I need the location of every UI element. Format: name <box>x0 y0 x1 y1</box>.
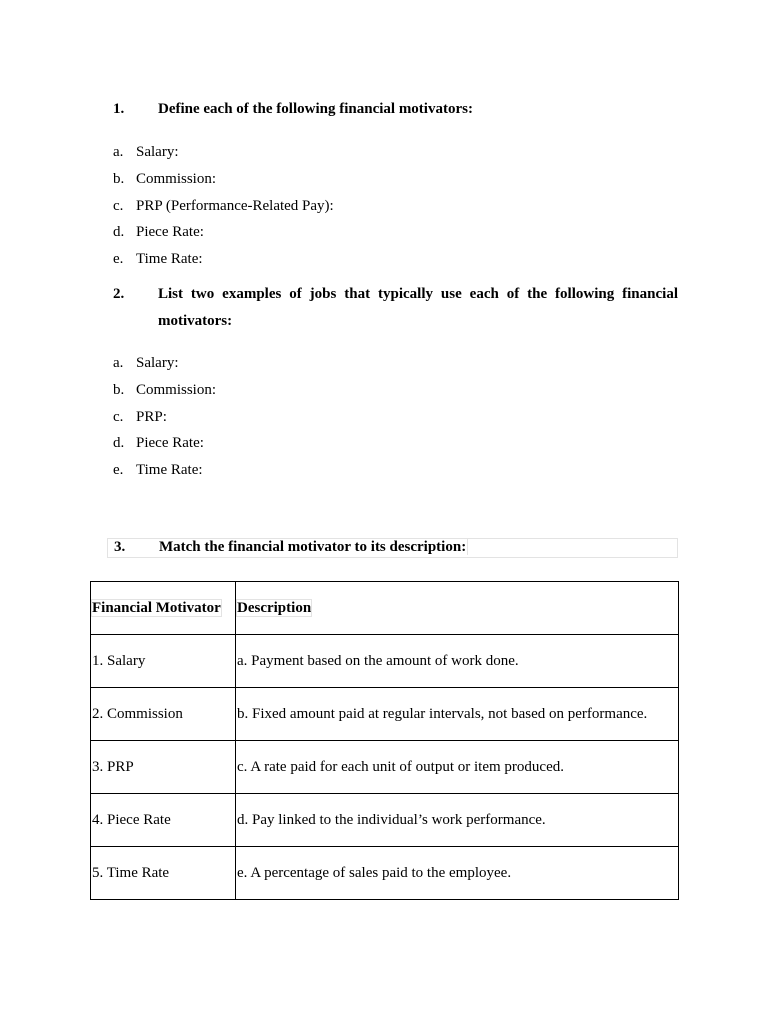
list-item <box>113 430 216 457</box>
list-item <box>113 457 216 484</box>
table-header-financial-motivator: Financial Motivator <box>91 582 236 635</box>
question-2-number: 2. <box>113 286 125 302</box>
list-item <box>113 139 334 166</box>
question-2-heading <box>113 281 678 335</box>
list-item-letter: b. <box>113 170 125 187</box>
list-item-text: Salary: <box>136 355 179 371</box>
list-item-text: Commission: <box>136 381 217 398</box>
list-item-letter: d. <box>113 435 125 452</box>
table-cell-motivator: 1. Salary <box>91 635 236 688</box>
list-item-letter: c. <box>113 197 124 214</box>
list-item <box>113 166 334 193</box>
list-item <box>113 404 216 431</box>
question-1-list <box>113 139 334 273</box>
list-item-text: Time Rate: <box>136 462 203 479</box>
table-header-row <box>91 582 679 635</box>
list-item-letter: a. <box>113 144 124 160</box>
table-row <box>91 635 679 688</box>
question-1-heading <box>113 96 678 123</box>
question-1-number: 1. <box>113 101 125 117</box>
table-row <box>91 741 679 794</box>
matching-table <box>90 581 679 900</box>
list-item-letter: c. <box>113 408 124 425</box>
list-item-letter: e. <box>113 462 124 479</box>
question-3-number: 3. <box>114 539 126 555</box>
table-cell-description: e. A percentage of sales paid to the employee. <box>236 847 679 900</box>
list-item-text: PRP (Performance-Related Pay): <box>136 197 334 214</box>
list-item <box>113 350 216 377</box>
list-item-text: Commission: <box>136 170 217 187</box>
list-item-letter: b. <box>113 381 125 398</box>
list-item <box>113 377 216 404</box>
question-2-text: List two examples of jobs that typically use each of the following financial motivators: <box>158 286 678 329</box>
list-item-text: Piece Rate: <box>136 435 204 452</box>
list-item <box>113 246 334 273</box>
table-cell-description: d. Pay linked to the individual’s work performance. <box>236 794 679 847</box>
table-cell-description: a. Payment based on the amount of work done. <box>236 635 679 688</box>
list-item-text: Piece Rate: <box>136 224 204 241</box>
list-item-text: Salary: <box>136 144 179 160</box>
question-3-text: Match the financial motivator to its description: <box>159 539 467 555</box>
list-item-letter: a. <box>113 355 124 371</box>
table-cell-description: b. Fixed amount paid at regular intervals, not based on performance. <box>236 688 679 741</box>
table-row <box>91 794 679 847</box>
table-cell-motivator: 2. Commission <box>91 688 236 741</box>
list-item-text: Time Rate: <box>136 251 203 268</box>
question-1-text: Define each of the following financial motivators: <box>158 101 473 117</box>
list-item <box>113 219 334 246</box>
list-item-letter: e. <box>113 251 124 268</box>
question-3-heading <box>107 538 678 558</box>
table-cell-motivator: 3. PRP <box>91 741 236 794</box>
table-cell-description: c. A rate paid for each unit of output or item produced. <box>236 741 679 794</box>
table-cell-motivator: 4. Piece Rate <box>91 794 236 847</box>
table-header-description: Description <box>236 582 679 635</box>
table-row <box>91 688 679 741</box>
question-2-list <box>113 350 216 484</box>
table-cell-motivator: 5. Time Rate <box>91 847 236 900</box>
table-row <box>91 847 679 900</box>
list-item-text: PRP: <box>136 408 167 425</box>
list-item <box>113 193 334 220</box>
list-item-letter: d. <box>113 224 125 241</box>
